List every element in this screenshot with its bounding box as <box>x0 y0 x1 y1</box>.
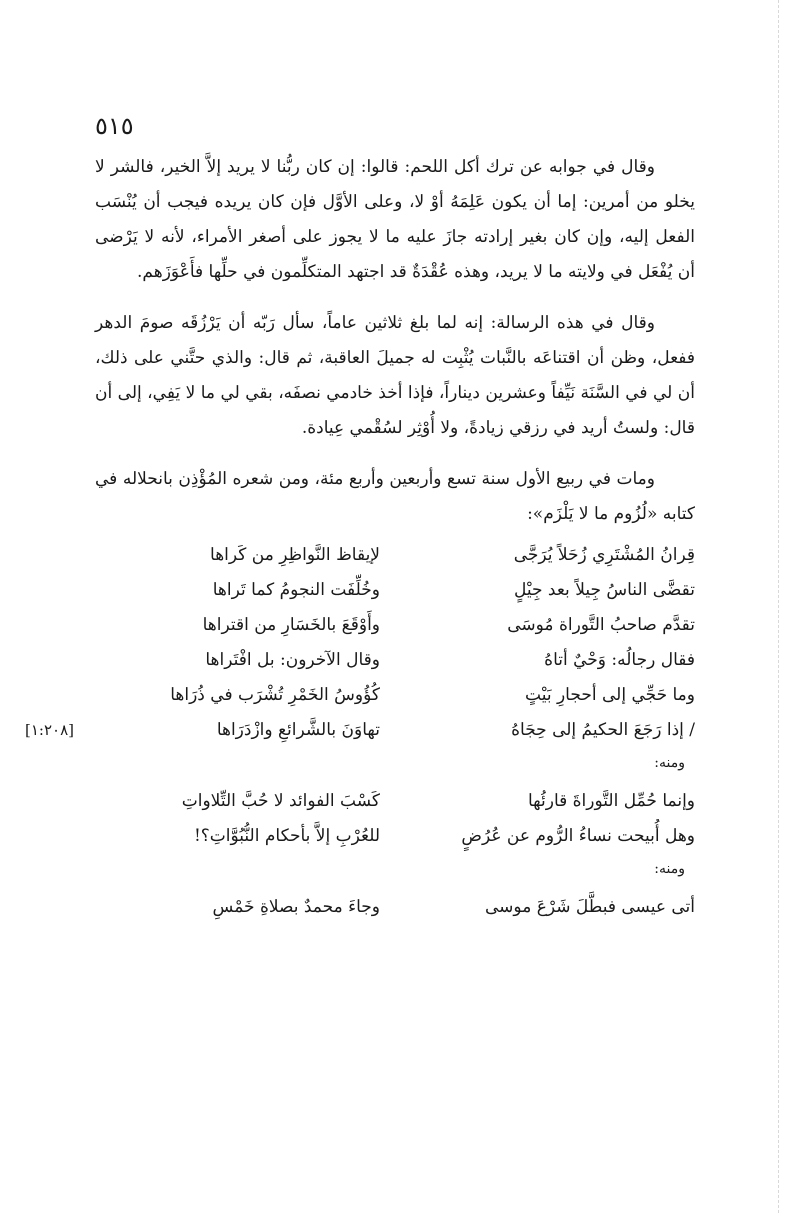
paragraph-meat-answer: وقال في جوابه عن ترك أكل اللحم: قالوا: إن كان ربُّنا لا يريد إلاَّ الخير، فالشر لا يخلو من أمرين: إما أن يكون عَلِمَهُ أوْ لا، وعلى الأوَّل فإن كان يريده فيجب أن يُنْسَب الفعل إليه، وإن كان بغير إرادته جازَ عليه ما لا يجوز على أصغر الأمراء، لأنه لا يَرْضى أن يُفْعَل في ولايته ما لا يريد، وهذه عُقْدَةٌ قد اجتهد المتكلِّمون في حلِّها فأَعْوَزَهم. <box>95 157 695 282</box>
poem-tawrat <box>95 784 695 854</box>
section-label-menhu: ومنه: <box>654 755 685 771</box>
verse-line <box>95 784 695 819</box>
verse-first-hemistich: أتى عيسى فبطَّلَ شَرْعَ موسى <box>485 897 695 917</box>
poem-isa <box>95 890 695 925</box>
verse-second-hemistich: وقال الآخرون: بل افْتَراها <box>205 650 380 670</box>
verse-second-hemistich: للعُرْبِ إلاَّ بأحكام النُّبُوَّاتِ؟! <box>193 826 380 846</box>
verse-first-hemistich: وما حَجِّي إلى أحجارِ بَيْتٍ <box>525 685 695 705</box>
paragraph-death: ومات في ربيع الأول سنة تسع وأربعين وأربع مئة، ومن شعره المُؤْذِن بانحلاله في كتابه «لُزُوم ما لا يَلْزَم»: <box>95 469 695 524</box>
verse-first-hemistich: تقدَّم صاحبُ التَّوراة مُوسَى <box>507 615 695 635</box>
verse-second-hemistich: كَسْبَ الفوائد لا حُبَّ التِّلاواتِ <box>181 791 380 811</box>
verse-line <box>95 819 695 854</box>
verse-first-hemistich: تقضَّى الناسُ جِيلاً بعد جِيْلٍ <box>514 580 695 600</box>
section-label-menhu: ومنه: <box>654 861 685 877</box>
volume-page-reference: [١:٢٠٨] <box>25 721 74 739</box>
verse-line <box>95 538 695 573</box>
verse-second-hemistich: وخُلِّفَت النجومُ كما تَراها <box>212 580 380 600</box>
verse-second-hemistich: لإيقاظ النَّواظِرِ من كَراها <box>210 545 380 565</box>
verse-first-hemistich: وهل أُبيحت نساءُ الرُّوم عن عُرُضٍ <box>461 826 695 846</box>
verse-first-hemistich: قِرانُ المُشْتَرِي زُحَلاً يُرَجَّى <box>513 545 695 565</box>
verse-line <box>95 643 695 678</box>
verse-first-hemistich: / إذا رَجَعَ الحكيمُ إلى حِجَاهُ <box>511 720 695 740</box>
page-number: ٥١٥ <box>95 112 134 140</box>
verse-second-hemistich: وجاءَ محمدٌ بصلاةِ خَمْسِ <box>212 897 380 917</box>
verse-line <box>95 678 695 713</box>
verse-second-hemistich: وأَوْقَعَ بالخَسَارِ من اقتراها <box>202 615 380 635</box>
verse-first-hemistich: وإنما حُمِّل التَّوراةَ قارئُها <box>527 791 695 811</box>
verse-second-hemistich: تهاوَنَ بالشَّرائعِ وازْدَرَاها <box>216 720 380 740</box>
paragraph-letter: وقال في هذه الرسالة: إنه لما بلغ ثلاثين عاماً، سأل رَبّه أن يَرْزُقَه صومَ الدهر ففعل، وظن أن اقتناعَه بالنَّبات يُثْبِت له جميلَ العاقبة، ثم قال: والذي حتَّني على ذلك، أن لي في السَّنَة نَيِّفاً وعشرين ديناراً، فإذا أخذ خادمي نصفَه، بقي لي ما لا يَفِي، إلى أن قال: ولستُ أريد في رزقي زيادةً، ولا أُوْثِر لسُقْمي عِيادة. <box>95 313 695 438</box>
poem-luzum <box>25 538 695 748</box>
page-edge-line <box>777 0 779 1213</box>
verse-line <box>95 573 695 608</box>
verse-line <box>95 890 695 925</box>
verse-second-hemistich: كُؤُوسُ الخَمْرِ تُشْرَب في ذُرَاها <box>170 685 380 705</box>
verse-line <box>95 608 695 643</box>
verse-line <box>25 713 695 748</box>
document-body <box>25 150 695 925</box>
verse-first-hemistich: فقال رجالُه: وَحْيٌ أتاهُ <box>544 650 695 670</box>
